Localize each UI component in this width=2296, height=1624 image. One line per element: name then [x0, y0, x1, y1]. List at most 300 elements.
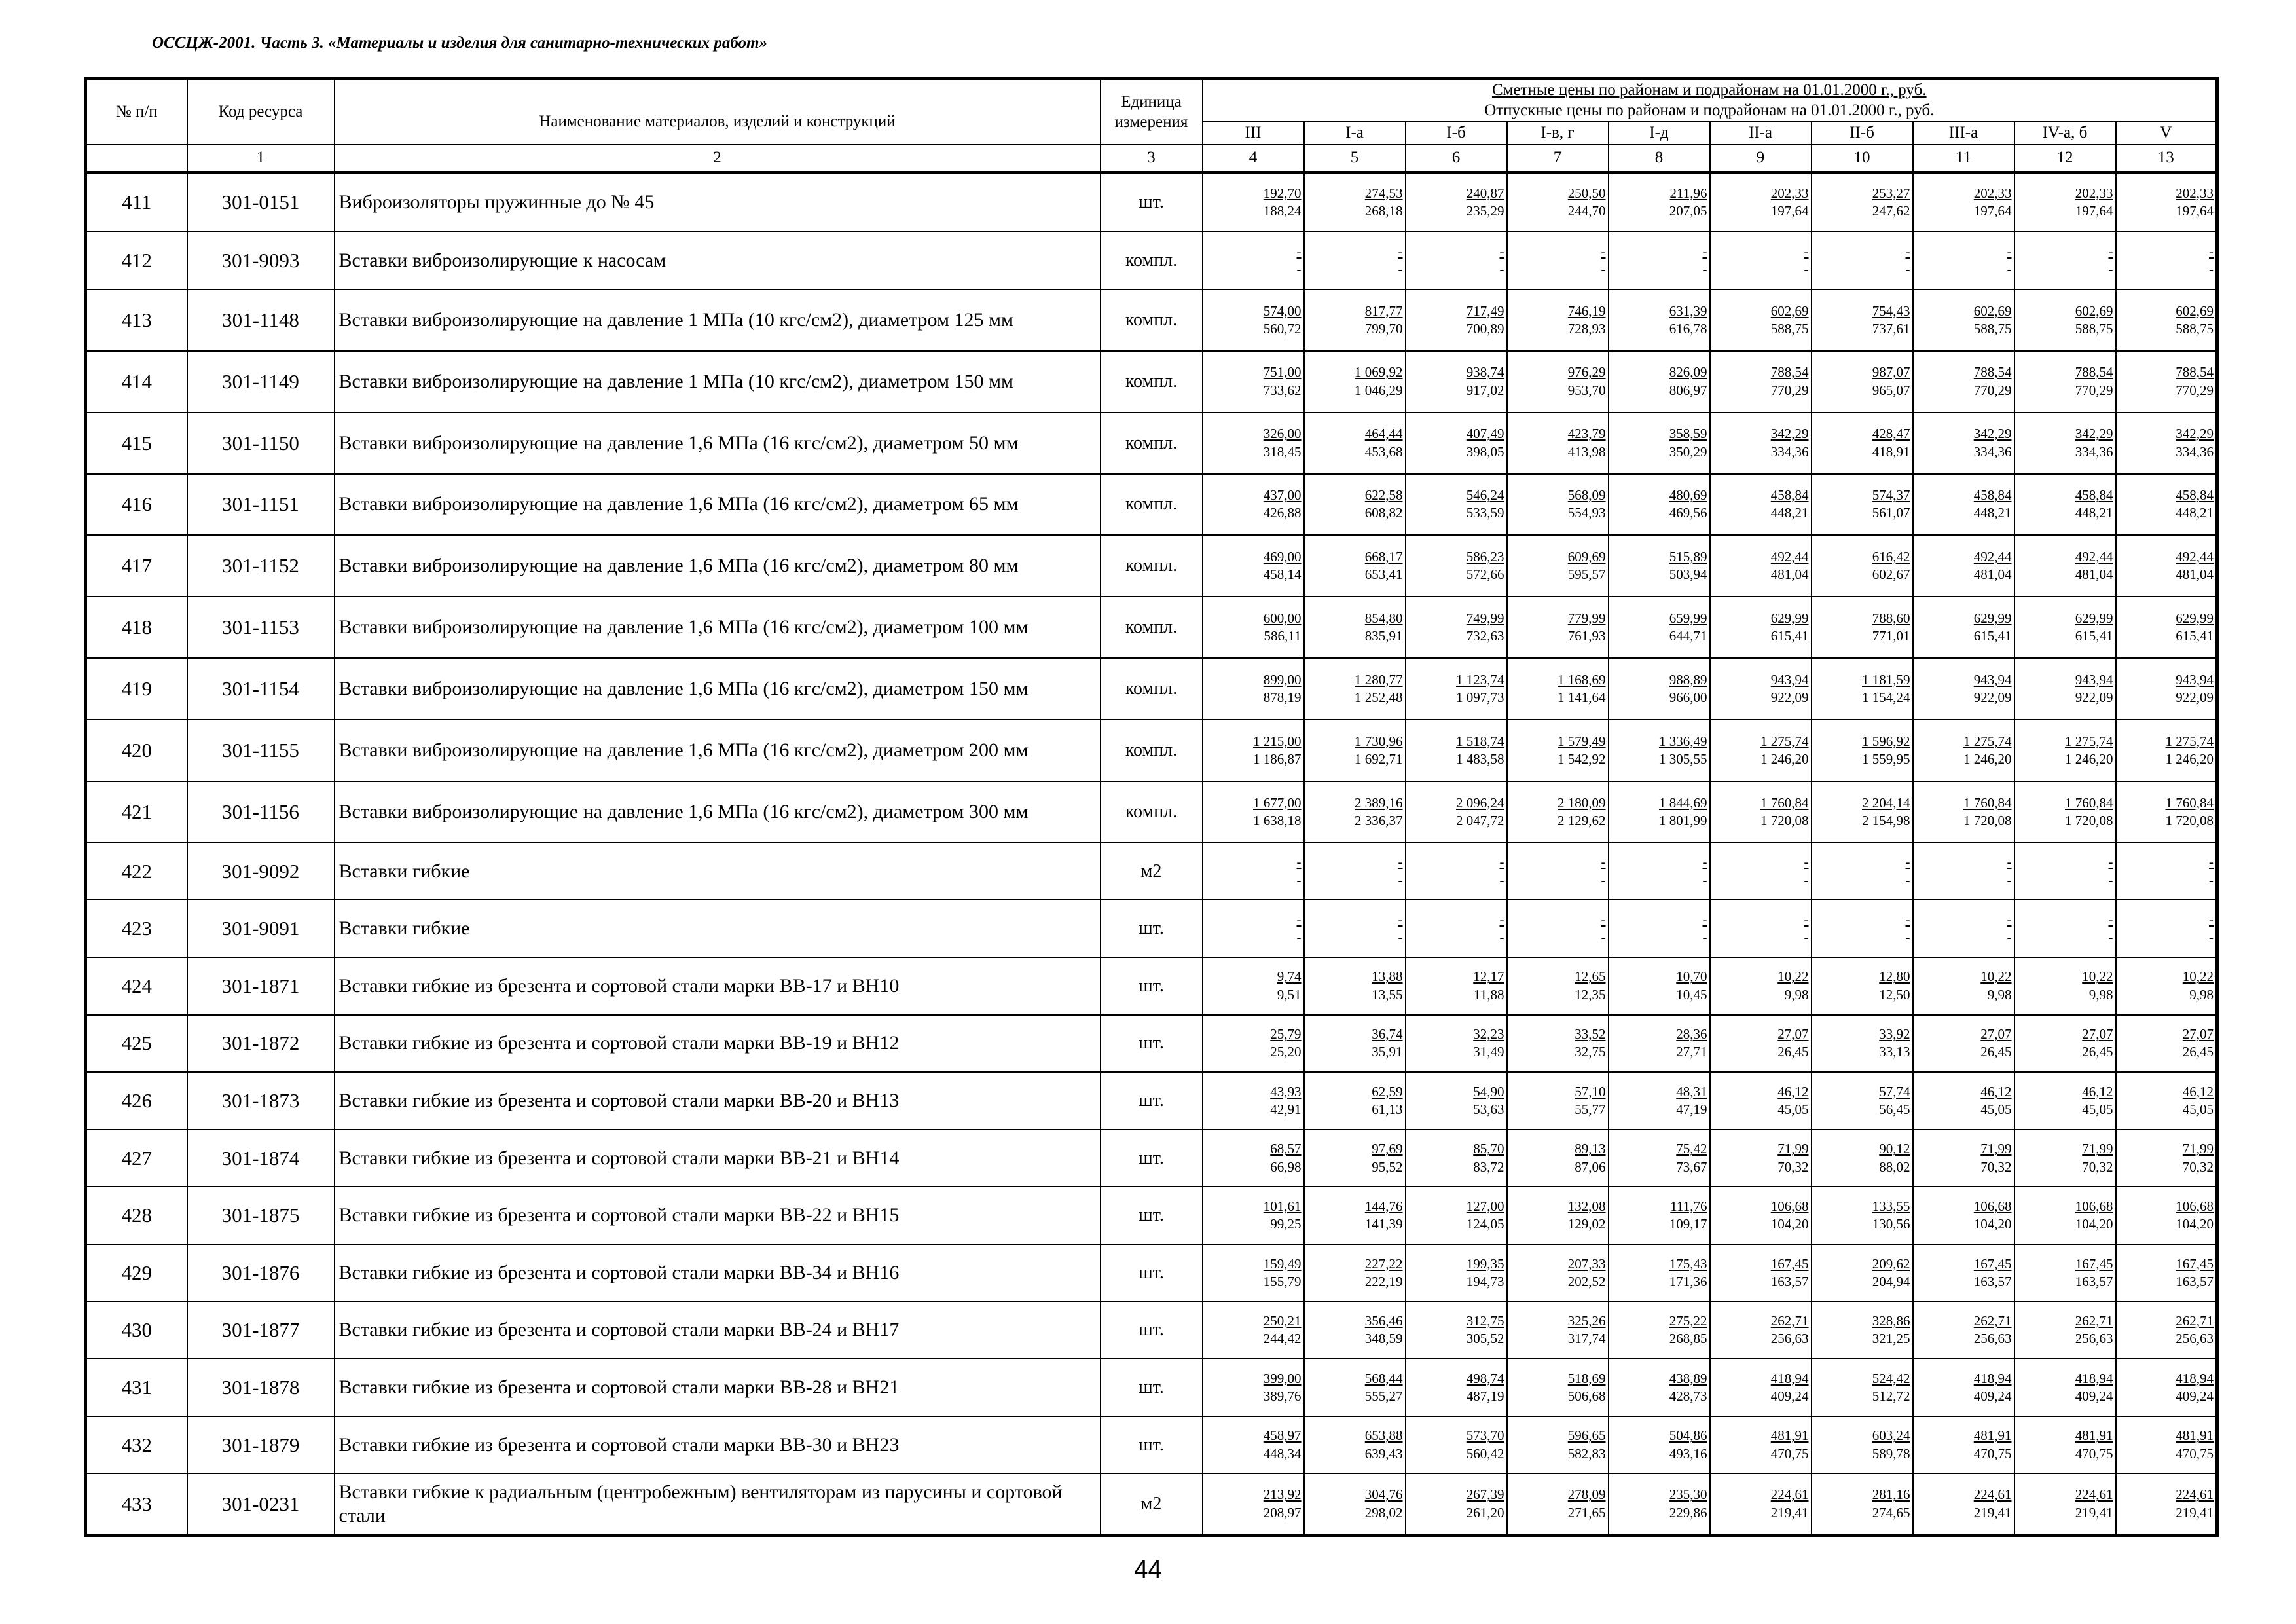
- material-name: Вставки гибкие из брезента и сортовой стали марки ВВ-24 и ВН17: [335, 1302, 1101, 1359]
- estimated-price: 1 518,74: [1456, 733, 1504, 749]
- price-cell: [2116, 1359, 2217, 1416]
- estimated-price: 10,70: [1676, 969, 1707, 985]
- price-cell: [1812, 289, 1913, 351]
- row-number: 413: [86, 289, 187, 351]
- estimated-price: -: [1905, 911, 1910, 927]
- unit-cell: компл.: [1101, 289, 1203, 351]
- price-cell: [1406, 597, 1507, 658]
- estimated-price: 751,00: [1263, 364, 1302, 380]
- col-number: 6: [1406, 145, 1507, 172]
- estimated-price: 262,71: [1973, 1313, 2012, 1329]
- wholesale-price: 33,13: [1879, 1044, 1910, 1060]
- wholesale-price: 448,21: [1770, 505, 1809, 521]
- price-cell: [1203, 1187, 1304, 1244]
- estimated-price: 788,54: [1973, 364, 2012, 380]
- wholesale-price: 458,14: [1263, 566, 1302, 583]
- estimated-price: 1 730,96: [1355, 733, 1403, 749]
- estimated-price: 262,71: [1770, 1313, 1809, 1329]
- price-cell: [1609, 413, 1710, 474]
- unit-cell: шт.: [1101, 172, 1203, 232]
- estimated-price: 1 760,84: [2065, 794, 2113, 811]
- estimated-price: 423,79: [1567, 426, 1606, 442]
- wholesale-price: 9,51: [1277, 986, 1302, 1003]
- wholesale-price: 9,98: [1784, 986, 1809, 1003]
- estimated-price: 68,57: [1270, 1141, 1302, 1157]
- estimated-price: 602,69: [2176, 303, 2214, 319]
- price-cell: [2116, 1187, 2217, 1244]
- wholesale-price: 644,71: [1669, 628, 1707, 644]
- estimated-price: 32,23: [1473, 1026, 1504, 1043]
- wholesale-price: 389,76: [1263, 1388, 1302, 1405]
- wholesale-price: 922,09: [2176, 690, 2214, 706]
- estimated-price: 749,99: [1466, 610, 1504, 626]
- estimated-price: 167,45: [1973, 1255, 2012, 1272]
- estimated-price: 192,70: [1263, 185, 1302, 201]
- price-cell: [1304, 900, 1406, 957]
- wholesale-price: 426,88: [1263, 505, 1302, 521]
- price-cell: [1507, 1302, 1609, 1359]
- resource-code: 301-1149: [187, 351, 335, 413]
- region-header: II-а: [1710, 122, 1812, 145]
- estimated-price: 518,69: [1567, 1370, 1606, 1386]
- price-cell: [1507, 597, 1609, 658]
- estimated-price: 788,54: [2075, 364, 2113, 380]
- price-cell: [1406, 351, 1507, 413]
- price-cell: [1609, 720, 1710, 781]
- price-cell: [1812, 172, 1913, 232]
- estimated-price: 1 596,92: [1862, 733, 1910, 749]
- wholesale-price: 555,27: [1364, 1388, 1403, 1405]
- wholesale-price: 13,55: [1372, 986, 1403, 1003]
- wholesale-price: 481,04: [1770, 566, 1809, 583]
- wholesale-price: -: [1398, 261, 1403, 278]
- wholesale-price: -: [1296, 872, 1302, 888]
- wholesale-price: -: [1398, 872, 1403, 888]
- wholesale-price: 229,86: [1669, 1504, 1707, 1521]
- wholesale-price: 1 720,08: [2065, 812, 2113, 828]
- material-name: Вставки виброизолирующие на давление 1,6 МПа (16 кгс/см2), диаметром 300 мм: [335, 781, 1101, 843]
- estimated-price: 943,94: [2075, 671, 2113, 688]
- wholesale-price: 1 246,20: [1963, 750, 2012, 767]
- row-number: 419: [86, 658, 187, 720]
- unit-cell: шт.: [1101, 1072, 1203, 1130]
- material-name: Вставки гибкие из брезента и сортовой стали марки ВВ-28 и ВН21: [335, 1359, 1101, 1416]
- estimated-price: 817,77: [1364, 303, 1403, 319]
- wholesale-price: 835,91: [1364, 628, 1403, 644]
- price-cell: [1710, 1187, 1812, 1244]
- price-cell: [2116, 1244, 2217, 1302]
- row-number: 411: [86, 172, 187, 232]
- price-cell: [1304, 474, 1406, 536]
- price-cell: [1507, 413, 1609, 474]
- wholesale-price: 615,41: [2176, 628, 2214, 644]
- wholesale-price: 2 154,98: [1862, 812, 1910, 828]
- price-cell: [2014, 658, 2116, 720]
- wholesale-price: 26,45: [2082, 1044, 2113, 1060]
- price-cell: [1913, 351, 2014, 413]
- price-cell: [1203, 232, 1304, 289]
- price-cell: [1507, 781, 1609, 843]
- material-name: Вставки виброизолирующие на давление 1 МПа (10 кгс/см2), диаметром 150 мм: [335, 351, 1101, 413]
- estimated-price: 106,68: [1973, 1198, 2012, 1214]
- wholesale-price: 1 246,20: [2165, 750, 2214, 767]
- wholesale-price: 163,57: [2176, 1273, 2214, 1289]
- price-cell: [1913, 900, 2014, 957]
- col-number-blank: [86, 145, 187, 172]
- wholesale-price: 737,61: [1872, 320, 1910, 337]
- price-cell: [1203, 781, 1304, 843]
- wholesale-price: 922,09: [1973, 690, 2012, 706]
- price-cell: [1507, 1359, 1609, 1416]
- estimated-price: 1 123,74: [1456, 671, 1504, 688]
- wholesale-price: 922,09: [1770, 690, 1809, 706]
- price-cell: [1609, 900, 1710, 957]
- estimated-price: -: [2108, 911, 2113, 927]
- col-number: 2: [335, 145, 1101, 172]
- row-number: 432: [86, 1416, 187, 1474]
- wholesale-price: 26,45: [1980, 1044, 2012, 1060]
- unit-cell: компл.: [1101, 597, 1203, 658]
- estimated-price: 629,99: [1973, 610, 2012, 626]
- wholesale-price: -: [2108, 872, 2113, 888]
- price-cell: [1609, 1416, 1710, 1474]
- price-cell: [1710, 535, 1812, 597]
- estimated-price: 438,89: [1669, 1370, 1707, 1386]
- price-cell: [1609, 289, 1710, 351]
- table-row: [86, 957, 2217, 1015]
- estimated-price: 167,45: [2075, 1255, 2113, 1272]
- price-cell: [2014, 1473, 2116, 1535]
- estimated-price: -: [1296, 243, 1302, 259]
- price-cell: [2116, 413, 2217, 474]
- estimated-price: -: [2007, 911, 2012, 927]
- price-cell: [1406, 1416, 1507, 1474]
- price-cell: [2014, 1244, 2116, 1302]
- estimated-price: -: [1398, 854, 1403, 870]
- wholesale-price: 104,20: [1973, 1216, 2012, 1232]
- price-cell: [1812, 843, 1913, 900]
- material-name: Вставки гибкие из брезента и сортовой стали марки ВВ-17 и ВН10: [335, 957, 1101, 1015]
- estimated-price: 976,29: [1567, 364, 1606, 380]
- wholesale-price: 104,20: [1770, 1216, 1809, 1232]
- price-cell: [1507, 172, 1609, 232]
- price-cell: [1203, 658, 1304, 720]
- material-name: Вставки гибкие из брезента и сортовой стали марки ВВ-21 и ВН14: [335, 1130, 1101, 1187]
- wholesale-price: 2 047,72: [1456, 812, 1504, 828]
- wholesale-price: 1 141,64: [1558, 690, 1606, 706]
- price-cell: [1710, 351, 1812, 413]
- price-cell: [1913, 957, 2014, 1015]
- price-cell: [1304, 1015, 1406, 1073]
- region-header: I-б: [1406, 122, 1507, 145]
- estimated-price: 356,46: [1364, 1313, 1403, 1329]
- wholesale-price: 512,72: [1872, 1388, 1910, 1405]
- unit-cell: шт.: [1101, 1416, 1203, 1474]
- price-cell: [1609, 1072, 1710, 1130]
- price-cell: [1609, 658, 1710, 720]
- wholesale-price: 261,20: [1466, 1504, 1504, 1521]
- table-row: [86, 720, 2217, 781]
- price-cell: [1203, 597, 1304, 658]
- estimated-price: 27,07: [1777, 1026, 1809, 1043]
- price-cell: [2116, 535, 2217, 597]
- price-cell: [1609, 535, 1710, 597]
- wholesale-price: 2 129,62: [1558, 812, 1606, 828]
- estimated-price: -: [1601, 911, 1606, 927]
- estimated-price: 342,29: [1973, 426, 2012, 442]
- price-cell: [1203, 1072, 1304, 1130]
- estimated-price: -: [1905, 854, 1910, 870]
- estimated-price: 1 215,00: [1253, 733, 1302, 749]
- price-cell: [2116, 781, 2217, 843]
- resource-code: 301-1153: [187, 597, 335, 658]
- estimated-price: 574,00: [1263, 303, 1302, 319]
- wholesale-price: 163,57: [1770, 1273, 1809, 1289]
- wholesale-price: 728,93: [1567, 320, 1606, 337]
- estimated-price: 342,29: [2075, 426, 2113, 442]
- estimated-price: 213,92: [1263, 1486, 1302, 1503]
- estimated-price: 586,23: [1466, 549, 1504, 565]
- price-cell: [1304, 413, 1406, 474]
- row-number: 430: [86, 1302, 187, 1359]
- wholesale-price: 761,93: [1567, 628, 1606, 644]
- estimated-price: 278,09: [1567, 1486, 1606, 1503]
- wholesale-price: 428,73: [1669, 1388, 1707, 1405]
- wholesale-price: 2 336,37: [1355, 812, 1403, 828]
- wholesale-price: 554,93: [1567, 505, 1606, 521]
- estimated-price: 546,24: [1466, 487, 1504, 504]
- wholesale-price: 61,13: [1372, 1101, 1403, 1117]
- price-cell: [1406, 232, 1507, 289]
- price-cell: [1406, 1072, 1507, 1130]
- estimated-price: 227,22: [1364, 1255, 1403, 1272]
- price-cell: [1812, 232, 1913, 289]
- wholesale-price: 733,62: [1263, 382, 1302, 398]
- estimated-price: 2 180,09: [1558, 794, 1606, 811]
- estimated-price: 12,80: [1879, 969, 1910, 985]
- price-cell: [1304, 1416, 1406, 1474]
- material-name: Вставки гибкие к радиальным (центробежным) вентиляторам из парусины и сортовой стали: [335, 1473, 1101, 1535]
- estimated-price: -: [1296, 911, 1302, 927]
- estimated-price: 12,65: [1575, 969, 1606, 985]
- price-cell: [1913, 413, 2014, 474]
- estimated-price: 46,12: [2182, 1083, 2214, 1099]
- estimated-price: 262,71: [2075, 1313, 2113, 1329]
- col-number: 8: [1609, 145, 1710, 172]
- wholesale-price: 493,16: [1669, 1445, 1707, 1462]
- price-cell: [1710, 900, 1812, 957]
- wholesale-price: 45,05: [2082, 1101, 2113, 1117]
- estimated-price: 788,54: [1770, 364, 1809, 380]
- estimated-price: -: [2007, 243, 2012, 259]
- wholesale-price: -: [1601, 872, 1606, 888]
- price-cell: [1406, 957, 1507, 1015]
- estimated-price: 938,74: [1466, 364, 1504, 380]
- wholesale-price: 799,70: [1364, 320, 1403, 337]
- wholesale-price: 25,20: [1270, 1044, 1302, 1060]
- price-cell: [1203, 474, 1304, 536]
- estimated-price: 629,99: [2075, 610, 2113, 626]
- wholesale-price: 141,39: [1364, 1216, 1403, 1232]
- estimated-price: 250,50: [1567, 185, 1606, 201]
- price-cell: [1812, 1359, 1913, 1416]
- price-cell: [1406, 658, 1507, 720]
- wholesale-price: 487,19: [1466, 1388, 1504, 1405]
- estimated-price: 1 760,84: [2165, 794, 2214, 811]
- wholesale-price: 1 542,92: [1558, 750, 1606, 767]
- price-cell: [2014, 781, 2116, 843]
- resource-code: 301-1871: [187, 957, 335, 1015]
- estimated-price: 2 096,24: [1456, 794, 1504, 811]
- wholesale-price: 506,68: [1567, 1388, 1606, 1405]
- estimated-price: -: [1398, 911, 1403, 927]
- resource-code: 301-1155: [187, 720, 335, 781]
- estimated-price: -: [2209, 911, 2214, 927]
- price-cell: [1406, 1015, 1507, 1073]
- wholesale-price: 208,97: [1263, 1504, 1302, 1521]
- estimated-price: 524,42: [1872, 1370, 1910, 1386]
- wholesale-price: 448,21: [2075, 505, 2113, 521]
- estimated-price: 281,16: [1872, 1486, 1910, 1503]
- price-cell: [2116, 172, 2217, 232]
- wholesale-price: 533,59: [1466, 505, 1504, 521]
- estimated-price: 629,99: [2176, 610, 2214, 626]
- price-cell: [1609, 781, 1710, 843]
- wholesale-price: -: [1398, 929, 1403, 946]
- wholesale-price: 1 559,95: [1862, 750, 1910, 767]
- estimated-price: 754,43: [1872, 303, 1910, 319]
- col-header-name: Наименование материалов, изделий и конструкций: [335, 79, 1101, 145]
- price-cell: [1710, 1072, 1812, 1130]
- price-cell: [1203, 957, 1304, 1015]
- wholesale-price: 1 046,29: [1355, 382, 1403, 398]
- material-name: Вставки гибкие из брезента и сортовой стали марки ВВ-22 и ВН15: [335, 1187, 1101, 1244]
- price-cell: [1507, 1416, 1609, 1474]
- price-cell: [1710, 413, 1812, 474]
- price-cell: [2116, 1473, 2217, 1535]
- estimated-price: 9,74: [1277, 969, 1302, 985]
- table-row: [86, 1416, 2217, 1474]
- estimated-price: 481,91: [2075, 1428, 2113, 1444]
- price-cell: [1710, 1302, 1812, 1359]
- wholesale-price: 274,65: [1872, 1504, 1910, 1521]
- estimated-price: 574,37: [1872, 487, 1910, 504]
- estimated-price: 27,07: [2182, 1026, 2214, 1043]
- price-cell: [1812, 413, 1913, 474]
- estimated-price: 224,61: [2176, 1486, 2214, 1503]
- wholesale-price: 219,41: [2176, 1504, 2214, 1521]
- table-row: [86, 289, 2217, 351]
- unit-cell: компл.: [1101, 232, 1203, 289]
- unit-cell: шт.: [1101, 1015, 1203, 1073]
- wholesale-price: 197,64: [2176, 202, 2214, 219]
- estimated-price: 106,68: [2176, 1198, 2214, 1214]
- resource-code: 301-1878: [187, 1359, 335, 1416]
- estimated-price: 328,86: [1872, 1313, 1910, 1329]
- wholesale-price: 639,43: [1364, 1445, 1403, 1462]
- wholesale-price: 503,94: [1669, 566, 1707, 583]
- price-cell: [1913, 1130, 2014, 1187]
- wholesale-price: -: [1702, 929, 1707, 946]
- price-cell: [2014, 1187, 2116, 1244]
- wholesale-price: 268,85: [1669, 1331, 1707, 1347]
- price-cell: [1609, 1244, 1710, 1302]
- price-cell: [1812, 957, 1913, 1015]
- wholesale-price: 1 801,99: [1659, 812, 1707, 828]
- unit-cell: шт.: [1101, 1359, 1203, 1416]
- estimated-price: 13,88: [1372, 969, 1403, 985]
- estimated-price: 458,97: [1263, 1428, 1302, 1444]
- wholesale-price: 53,63: [1473, 1101, 1504, 1117]
- estimated-price: 515,89: [1669, 549, 1707, 565]
- price-cell: [1406, 1302, 1507, 1359]
- price-cell: [1304, 720, 1406, 781]
- estimated-price: 826,09: [1669, 364, 1707, 380]
- estimated-price: 132,08: [1567, 1198, 1606, 1214]
- material-name: Вставки гибкие из брезента и сортовой стали марки ВВ-20 и ВН13: [335, 1072, 1101, 1130]
- wholesale-price: -: [1499, 261, 1504, 278]
- price-cell: [2116, 957, 2217, 1015]
- col-number: 1: [187, 145, 335, 172]
- material-name: Вставки виброизолирующие на давление 1,6 МПа (16 кгс/см2), диаметром 50 мм: [335, 413, 1101, 474]
- unit-cell: м2: [1101, 843, 1203, 900]
- wholesale-price: 56,45: [1879, 1101, 1910, 1117]
- wholesale-price: 965,07: [1872, 382, 1910, 398]
- page-number: 44: [1134, 1556, 1162, 1583]
- estimated-price: 1 677,00: [1253, 794, 1302, 811]
- price-cell: [2014, 843, 2116, 900]
- wholesale-price: 207,05: [1669, 202, 1707, 219]
- row-number: 426: [86, 1072, 187, 1130]
- resource-code: 301-0151: [187, 172, 335, 232]
- wholesale-price: -: [1499, 872, 1504, 888]
- price-cell: [1304, 597, 1406, 658]
- estimated-price: 1 579,49: [1558, 733, 1606, 749]
- wholesale-price: 470,75: [1973, 1445, 2012, 1462]
- estimated-price: 10,22: [2182, 969, 2214, 985]
- price-cell: [1507, 658, 1609, 720]
- estimated-price: -: [1905, 243, 1910, 259]
- price-cell: [1812, 597, 1913, 658]
- price-cell: [1609, 1187, 1710, 1244]
- estimated-price: 101,61: [1263, 1198, 1302, 1214]
- estimated-price: -: [1601, 854, 1606, 870]
- estimated-price: 458,84: [1973, 487, 2012, 504]
- wholesale-price: 572,66: [1466, 566, 1504, 583]
- wholesale-price: 413,98: [1567, 443, 1606, 460]
- wholesale-price: 219,41: [1770, 1504, 1809, 1521]
- wholesale-price: 318,45: [1263, 443, 1302, 460]
- price-cell: [1609, 957, 1710, 1015]
- estimated-price: 492,44: [2176, 549, 2214, 565]
- estimated-price: 235,30: [1669, 1486, 1707, 1503]
- price-cell: [1913, 232, 2014, 289]
- wholesale-price: 608,82: [1364, 505, 1403, 521]
- estimated-price: 342,29: [2176, 426, 2214, 442]
- estimated-price: 48,31: [1676, 1083, 1707, 1099]
- estimated-price: 224,61: [2075, 1486, 2113, 1503]
- estimated-price: 85,70: [1473, 1141, 1504, 1157]
- price-cell: [1609, 1015, 1710, 1073]
- wholesale-price: 770,29: [2075, 382, 2113, 398]
- wholesale-price: -: [1499, 929, 1504, 946]
- estimated-price: 262,71: [2176, 1313, 2214, 1329]
- estimated-price: 600,00: [1263, 610, 1302, 626]
- unit-cell: шт.: [1101, 1187, 1203, 1244]
- wholesale-price: 615,41: [2075, 628, 2113, 644]
- price-cell: [1304, 1473, 1406, 1535]
- estimated-price: 469,00: [1263, 549, 1302, 565]
